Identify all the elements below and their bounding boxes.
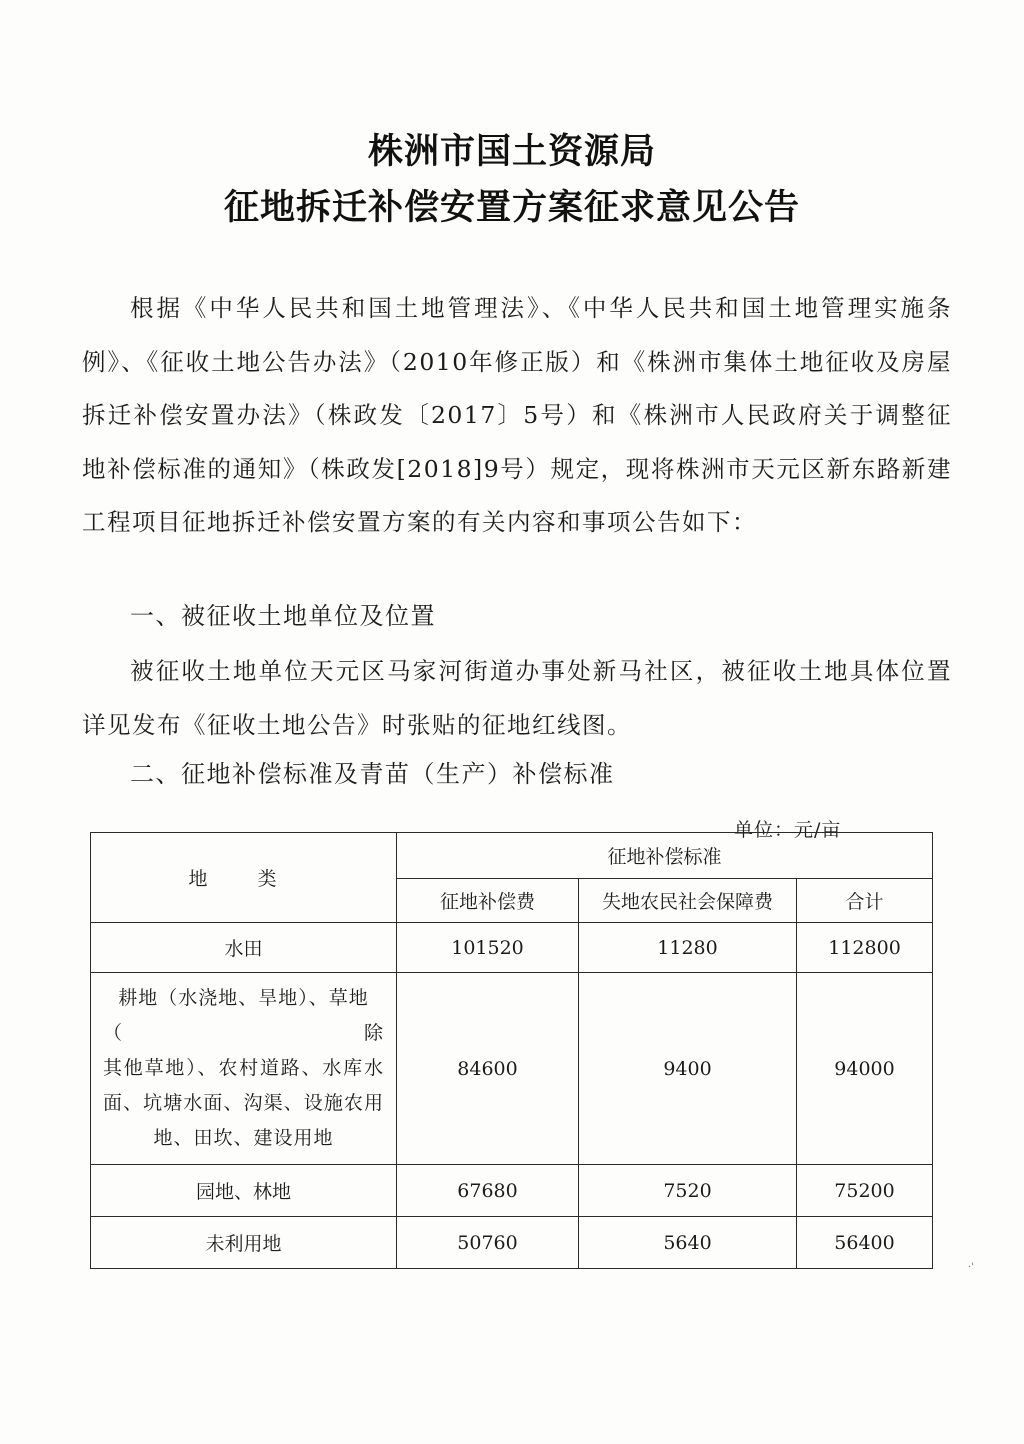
table-row (91, 973, 933, 1165)
section1-heading: 一、被征收土地单位及位置 (130, 602, 436, 630)
total-cell: 56400 (797, 1217, 933, 1269)
table-row (91, 1165, 933, 1217)
intro-paragraph: 根据《中华人民共和国土地管理法》、《中华人民共和国土地管理实施条例》、《征收土地公告办法》（2010年修正版）和《株洲市集体土地征收及房屋拆迁补偿安置办法》（株政发〔2017〕5号）和《株洲市人民政府关于调整征地补偿标准的通知》（株政发[2018]9号）规定，现将株洲市天元区新东路新建工程项目征地拆迁补偿安置方案的有关内容和事项公告如下： (82, 294, 952, 536)
social-fee-cell: 7520 (579, 1165, 797, 1217)
header-social-security-fee: 失地农民社会保障费 (579, 879, 797, 923)
table-unit-label: 单位：元/亩 (734, 819, 842, 841)
land-type-line: 面、坑塘水面、沟渠、设施农用 (103, 1092, 384, 1114)
social-fee-cell: 5640 (579, 1217, 797, 1269)
land-type-line: 耕地（水浇地、旱地）、草地（除 (103, 987, 384, 1044)
fee-cell: 67680 (397, 1165, 579, 1217)
compensation-table (90, 832, 933, 1269)
document-title-subject: 征地拆迁补偿安置方案征求意见公告 (223, 188, 800, 228)
fee-cell: 84600 (397, 973, 579, 1165)
section1-paragraph: 被征收土地单位天元区马家河街道办事处新马社区，被征收土地具体位置详见发布《征收土地公告》时张贴的征地红线图。 (82, 657, 952, 739)
social-fee-cell: 9400 (579, 973, 797, 1165)
land-type-cell: 水田 (91, 923, 397, 973)
document-title-authority: 株洲市国土资源局 (367, 132, 656, 172)
land-type-cell: 园地、林地 (91, 1165, 397, 1217)
total-cell: 112800 (797, 923, 933, 973)
fee-cell: 101520 (397, 923, 579, 973)
fee-cell: 50760 (397, 1217, 579, 1269)
header-total: 合计 (797, 879, 933, 923)
table-header-row (91, 833, 933, 879)
land-type-cell: 未利用地 (91, 1217, 397, 1269)
land-type-line: 地、田坎、建设用地 (153, 1127, 334, 1149)
total-cell: 75200 (797, 1165, 933, 1217)
section2-heading: 二、征地补偿标准及青苗（生产）补偿标准 (130, 760, 615, 788)
land-type-line: 其他草地）、农村道路、水库水 (103, 1057, 384, 1079)
header-compensation-fee: 征地补偿费 (397, 879, 579, 923)
table-row (91, 923, 933, 973)
scan-speck: ·' (968, 1262, 974, 1273)
header-compensation-standard: 征地补偿标准 (397, 833, 933, 879)
total-cell: 94000 (797, 973, 933, 1165)
table-row (91, 1217, 933, 1269)
header-land-type: 地 类 (91, 833, 397, 923)
land-type-cell (91, 973, 397, 1165)
social-fee-cell: 11280 (579, 923, 797, 973)
